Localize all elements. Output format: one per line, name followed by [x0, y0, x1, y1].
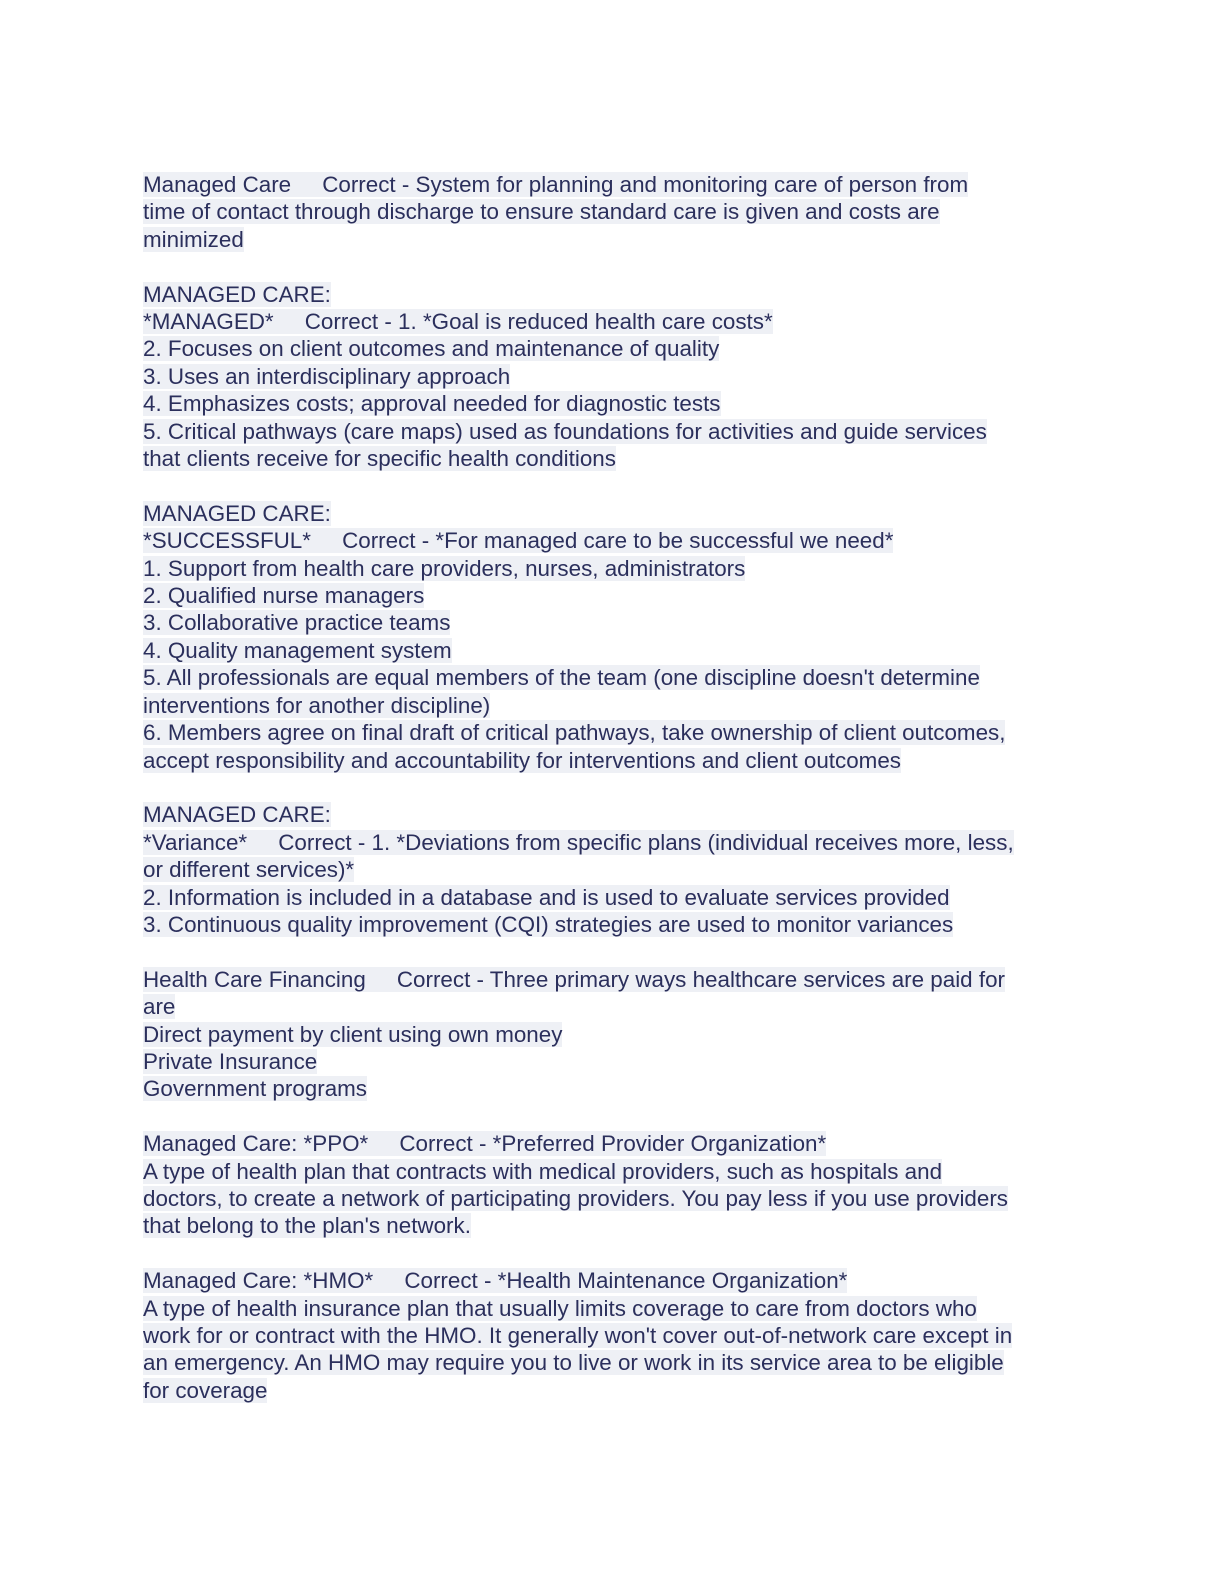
text-line: time of contact through discharge to ensure standard care is given and costs are	[143, 199, 940, 225]
text-line: 2. Qualified nurse managers	[143, 583, 425, 609]
text-line: *SUCCESSFUL* Correct - *For managed care to be successful we need*	[143, 528, 894, 554]
text-line: A type of health plan that contracts with medical providers, such as hospitals and	[143, 1158, 943, 1184]
text-line: *MANAGED* Correct - 1. *Goal is reduced health care costs*	[143, 309, 773, 335]
text-line: minimized	[143, 226, 244, 252]
flashcard-health-care-financing	[143, 966, 1083, 1103]
text-line: Health Care Financing Correct - Three primary ways healthcare services are paid for	[143, 966, 1005, 992]
flashcard-managed-care	[143, 171, 1083, 253]
text-line: MANAGED CARE:	[143, 802, 331, 828]
text-line: for coverage	[143, 1377, 268, 1403]
text-line: Managed Care: *HMO* Correct - *Health Maintenance Organization*	[143, 1268, 848, 1294]
flashcard-successful	[143, 500, 1083, 774]
text-line: interventions for another discipline)	[143, 692, 491, 718]
flashcard-hmo	[143, 1267, 1083, 1404]
text-line: A type of health insurance plan that usually limits coverage to care from doctors who	[143, 1295, 977, 1321]
text-line: 3. Collaborative practice teams	[143, 610, 451, 636]
text-line: MANAGED CARE:	[143, 281, 331, 307]
text-line: that belong to the plan's network.	[143, 1213, 471, 1239]
flashcard-variance	[143, 801, 1083, 938]
text-line: 4. Quality management system	[143, 637, 452, 663]
text-line: 5. All professionals are equal members of the team (one discipline doesn't determine	[143, 665, 980, 691]
text-line: 1. Support from health care providers, nurses, administrators	[143, 555, 746, 581]
text-line: MANAGED CARE:	[143, 500, 331, 526]
text-line: 5. Critical pathways (care maps) used as foundations for activities and guide services	[143, 418, 987, 444]
text-line: doctors, to create a network of participating providers. You pay less if you use providers	[143, 1185, 1008, 1211]
text-line: or different services)*	[143, 857, 355, 883]
text-line: *Variance* Correct - 1. *Deviations from specific plans (individual receives more, less,	[143, 829, 1014, 855]
text-line: work for or contract with the HMO. It generally won't cover out-of-network care except in	[143, 1322, 1013, 1348]
text-line: 2. Focuses on client outcomes and maintenance of quality	[143, 336, 720, 362]
text-line: Government programs	[143, 1076, 367, 1102]
text-line: 2. Information is included in a database and is used to evaluate services provided	[143, 884, 950, 910]
flashcard-managed	[143, 281, 1083, 473]
text-line: 4. Emphasizes costs; approval needed for diagnostic tests	[143, 391, 721, 417]
document-page	[143, 171, 1083, 1432]
text-line: Private Insurance	[143, 1048, 318, 1074]
text-line: an emergency. An HMO may require you to live or work in its service area to be eligible	[143, 1350, 1004, 1376]
text-line: Managed Care: *PPO* Correct - *Preferred Provider Organization*	[143, 1131, 827, 1157]
text-line: 3. Uses an interdisciplinary approach	[143, 363, 511, 389]
text-line: 3. Continuous quality improvement (CQI) strategies are used to monitor variances	[143, 911, 954, 937]
text-line: that clients receive for specific health conditions	[143, 446, 616, 472]
text-line: are	[143, 994, 176, 1020]
text-line: Direct payment by client using own money	[143, 1021, 563, 1047]
flashcard-ppo	[143, 1130, 1083, 1240]
text-line: Managed Care Correct - System for planning and monitoring care of person from	[143, 172, 969, 197]
text-line: 6. Members agree on final draft of critical pathways, take ownership of client outcomes,	[143, 720, 1006, 746]
text-line: accept responsibility and accountability for interventions and client outcomes	[143, 747, 901, 773]
